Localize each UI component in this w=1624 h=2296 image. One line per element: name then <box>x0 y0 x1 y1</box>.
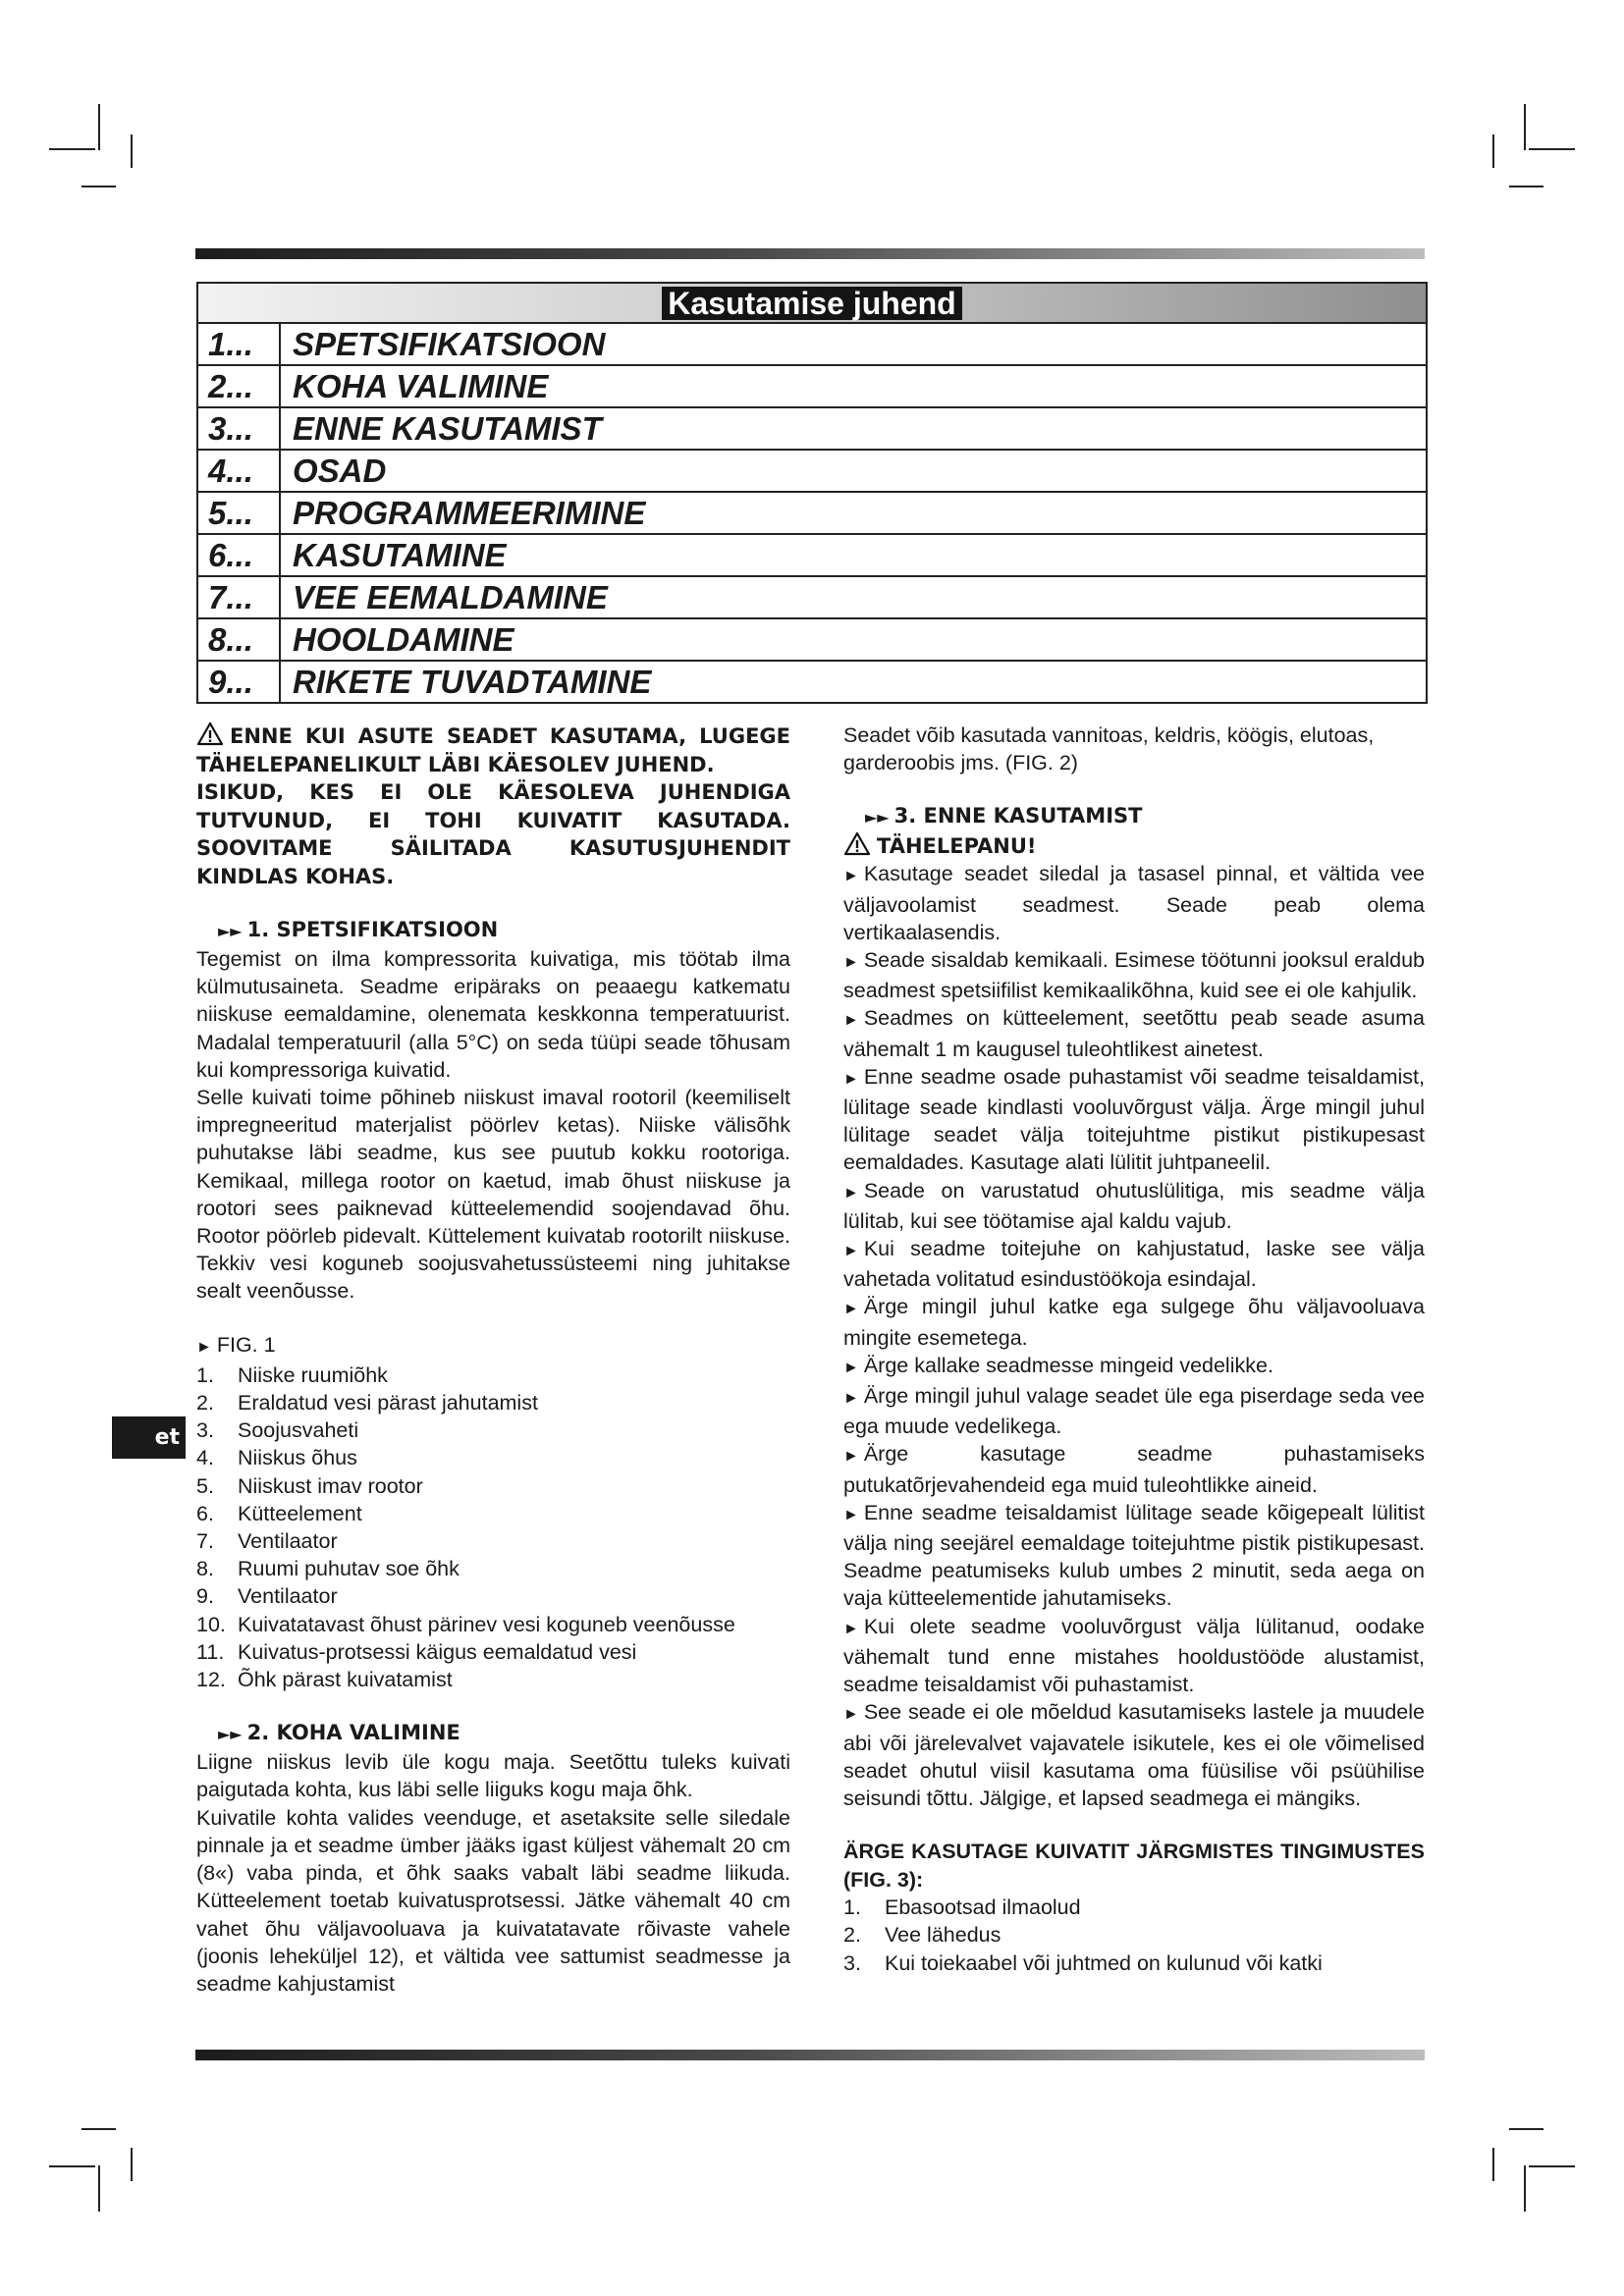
item-text: Ventilaator <box>238 1529 338 1554</box>
bullet-text: Ärge mingil juhul valage seadet üle ega piserdage seda vee ega muude vedelikega. <box>843 1384 1425 1439</box>
section-heading-text: 3. ENNE KASUTAMIST <box>893 804 1143 828</box>
list-item <box>196 1666 790 1693</box>
double-arrow-icon: ►► <box>218 1725 243 1744</box>
toc-num: 8... <box>198 619 281 660</box>
fig-label-text: FIG. 1 <box>216 1332 276 1357</box>
toc-row[interactable] <box>198 324 1426 366</box>
toc-row[interactable] <box>198 577 1426 619</box>
arrow-icon: ► <box>843 1012 859 1030</box>
item-number: 2. <box>843 1923 861 1948</box>
toc-num: 6... <box>198 535 281 575</box>
toc-num: 7... <box>198 577 281 617</box>
paragraph: Liigne niiskus levib üle kogu maja. Seetõttu tuleks kuivati paigutada kohta, kus läbi selle liiguks kogu maja õhk. <box>196 1750 790 1802</box>
bullet-text: Ärge mingil juhul katke ega sulgege õhu väljavooluava mingite esemetega. <box>843 1295 1425 1350</box>
warning-text-2: ISIKUD, KES EI OLE KÄESOLEVA JUHENDIGA TUTVUNUD, EI TOHI KUIVATIT KASUTADA. SOOVITAME SÄILITADA KASUTUSJUHENDIT KINDLAS KOHAS. <box>196 780 790 888</box>
item-number: 8. <box>196 1557 214 1581</box>
toc-title: OSAD <box>293 453 387 489</box>
list-item <box>196 1638 790 1666</box>
toc-row[interactable] <box>198 408 1426 451</box>
warning-icon <box>843 831 871 856</box>
spacer <box>196 1693 790 1719</box>
attention-text: TÄHELEPANU! <box>877 834 1037 859</box>
toc-title: SPETSIFIKATSIOON <box>293 326 606 362</box>
bullet-item <box>843 946 1425 1004</box>
item-number: 1. <box>196 1362 214 1387</box>
conditions-heading: ÄRGE KASUTAGE KUIVATIT JÄRGMISTES TINGIMUSTES (FIG. 3): <box>843 1840 1425 1892</box>
bullet-item <box>843 1352 1425 1382</box>
toc-title: PROGRAMMEERIMINE <box>293 495 646 531</box>
figure-legend <box>196 1362 790 1693</box>
list-item <box>196 1500 790 1527</box>
list-item <box>196 1582 790 1610</box>
bullet-text: Kui seadme toitejuhe on kahjustatud, laske see välja vahetada volitatud esindustöökoja esindajal. <box>843 1237 1425 1292</box>
bullet-item <box>843 1440 1425 1498</box>
bottom-bar <box>195 2050 1425 2060</box>
bullet-text: Kasutage seadet siledal ja tasasel pinnal, et vältida vee väljavoolamist seadmest. Seade peab olema vertikaalasendis. <box>843 862 1425 944</box>
conditions-list <box>843 1894 1425 1977</box>
bullet-item <box>843 1499 1425 1613</box>
item-number: 7. <box>196 1529 214 1554</box>
item-number: 6. <box>196 1501 214 1525</box>
spacer <box>196 890 790 916</box>
list-item <box>843 1949 1425 1977</box>
item-number: 3. <box>196 1418 214 1443</box>
warning-text: ENNE KUI ASUTE SEADET KASUTAMA, LUGEGE TÄHELEPANELIKULT LÄBI KÄESOLEV JUHEND. <box>196 724 790 776</box>
toc-row[interactable] <box>198 366 1426 408</box>
toc-row[interactable] <box>198 493 1426 535</box>
item-number: 12. <box>196 1668 226 1692</box>
toc-title: KASUTAMINE <box>293 537 507 573</box>
toc-num: 1... <box>198 324 281 364</box>
toc-num: 4... <box>198 451 281 491</box>
toc-title: VEE EEMALDAMINE <box>293 579 608 615</box>
toc-row[interactable] <box>198 619 1426 662</box>
arrow-icon: ► <box>843 1301 859 1318</box>
bullet-text: Seade on varustatud ohutuslülitiga, mis seadme välja lülitab, kui see töötamise ajal kaldu vajub. <box>843 1178 1425 1233</box>
list-item <box>196 1444 790 1471</box>
list-item <box>196 1527 790 1555</box>
warning-icon <box>196 721 224 746</box>
arrow-icon: ► <box>843 1359 859 1376</box>
double-arrow-icon: ►► <box>218 922 243 940</box>
toc-title: RIKETE TUVADTAMINE <box>293 664 652 700</box>
item-text: Kui toiekaabel või juhtmed on kulunud või katki <box>885 1950 1323 1975</box>
item-number: 10. <box>196 1612 226 1636</box>
left-column <box>196 721 790 1998</box>
toc-row[interactable] <box>198 535 1426 577</box>
fig-label <box>196 1331 790 1362</box>
section-heading-1 <box>196 916 790 945</box>
top-bar <box>195 248 1425 259</box>
bullet-item <box>843 1177 1425 1235</box>
paragraph: Kuivatile kohta valides veenduge, et asetaksite selle siledale pinnale ja et seadme ümber jääks igast küljest vähemalt 20 cm (8«) vaba pinda, et õhk saaks vabalt läbi seadme liikuda. Kütteelement toetab kuivatusprotsessi. Jätke vähemalt 40 cm vahet õhu väljavooluava ja kuivatatavate rõivaste vahele (joonis leheküljel 12), et vältida vee sattumist seadmesse ja seadme kahjustamist <box>196 1805 790 1996</box>
item-number: 9. <box>196 1584 214 1609</box>
toc-num: 5... <box>198 493 281 533</box>
bullet-item <box>843 1235 1425 1293</box>
section-heading-text: 2. KOHA VALIMINE <box>246 1721 460 1745</box>
section-heading-2 <box>196 1719 790 1748</box>
paragraph: Selle kuivati toime põhineb niiskust imaval rootoril (keemiliselt impregneeritud materjalist pöörlev ketas). Niiske välisõhk puhutakse läbi seadme, kus see puutub kokku rootoriga. Kemikaal, millega rootor on kaetud, imab õhust niiskuse ja rootori sees paiknevad kütteelemendid soojendavad õhu. Rootor pöörleb pidevalt. Küttelement kuivatab rootorilt niiskuse. Tekkiv vesi koguneb soojusvahetussüsteemi ning juhitakse sealt veenõusse. <box>196 1086 790 1304</box>
right-column <box>843 721 1425 1977</box>
bullet-item <box>843 860 1425 946</box>
toc-num: 9... <box>198 662 281 702</box>
bullet-item <box>843 1004 1425 1062</box>
bullet-text: Kui olete seadme vooluvõrgust välja lülitanud, oodake vähemalt tund enne mistahes hooldustööde alustamist, seadme teisaldamist või puhastamist. <box>843 1614 1425 1697</box>
toc-header-title: Kasutamise juhend <box>662 287 961 320</box>
spacer <box>843 1812 1425 1838</box>
item-text: Kuivatatavast õhust pärinev vesi koguneb veenõusse <box>238 1612 735 1636</box>
bullet-text: Ärge kallake seadmesse mingeid vedelikke. <box>863 1353 1273 1377</box>
arrow-icon: ► <box>843 1448 859 1466</box>
spacer <box>196 1306 790 1331</box>
arrow-icon: ► <box>843 1706 859 1724</box>
bullet-item <box>843 1382 1425 1440</box>
arrow-icon: ► <box>843 1620 859 1637</box>
item-text: Õhk pärast kuivatamist <box>238 1668 453 1692</box>
list-item <box>196 1389 790 1416</box>
toc-title: ENNE KASUTAMIST <box>293 410 602 447</box>
paragraph: Seadet võib kasutada vannitoas, keldris, köögis, elutoas, garderoobis jms. (FIG. 2) <box>843 723 1375 775</box>
arrow-icon: ► <box>843 1070 859 1088</box>
toc-row[interactable] <box>198 451 1426 493</box>
arrow-icon: ► <box>843 1243 859 1260</box>
item-text: Kütteelement <box>238 1501 362 1525</box>
item-text: Niiskust imav rootor <box>238 1473 423 1498</box>
arrow-icon: ► <box>843 954 859 972</box>
list-item <box>843 1921 1425 1949</box>
bullet-text: Enne seadme teisaldamist lülitage seade kõigepealt lülitist välja ning seejärel eemaldage toitejuhtme pistik pistikupesast. Seadme peatumiseks kulub umbes 2 minutit, seda aega on vaja kütteelementide jahutamiseks. <box>843 1500 1425 1611</box>
item-text: Soojusvaheti <box>238 1418 359 1443</box>
arrow-icon: ► <box>843 1184 859 1201</box>
arrow-icon: ► <box>843 868 859 885</box>
toc-num: 2... <box>198 366 281 406</box>
toc-title: HOOLDAMINE <box>293 621 514 658</box>
toc-header <box>198 284 1426 324</box>
list-item <box>196 1472 790 1500</box>
paragraph: Tegemist on ilma kompressorita kuivatiga, mis töötab ilma külmutusaineta. Seadme eripäraks on peaaegu katkematu niiskuse eemaldamine, olenemata keskkonna temperatuurist. Madalal temperatuuril (alla 5°C) on seda tüüpi seade tõhusam kui kompressoriga kuivatid. <box>196 947 790 1082</box>
bullet-text: Enne seadme osade puhastamist või seadme teisaldamist, lülitage seade kindlasti vooluvõrgust välja. Ärge mingil juhul lülitage seadet välja toitejuhtme pistikut pistikupesast eemaldades. Kasutage alati lülitit juhtpaneelil. <box>843 1064 1425 1175</box>
bullet-text: Seadmes on kütteelement, seetõttu peab seade asuma vähemalt 1 m kaugusel tuleohtlikest ainetest. <box>843 1006 1425 1061</box>
item-text: Kuivatus-protsessi käigus eemaldatud vesi <box>238 1639 637 1664</box>
item-text: Ruumi puhutav soe õhk <box>238 1557 460 1581</box>
language-tab: et <box>112 1416 186 1459</box>
item-number: 1. <box>843 1896 861 1920</box>
spacer <box>843 776 1425 802</box>
double-arrow-icon: ►► <box>865 808 890 828</box>
attention-heading <box>843 831 1425 860</box>
warning-block <box>196 721 790 778</box>
item-number: 11. <box>196 1639 225 1664</box>
bullet-text: See seade ei ole mõeldud kasutamiseks lastele ja muudele abi või järelevalvet vajavatele isikutele, kes ei ole võimelised seadet ohutul viisil kasutama oma füüsilise või psüühilise seisundi tõttu. Jälgige, et lapsed seadmega ei mängiks. <box>843 1700 1425 1810</box>
toc-num: 3... <box>198 408 281 449</box>
bullet-text: Seade sisaldab kemikaali. Esimese töötunni jooksul eraldub seadmest spetsiifilist kemikaalikõhna, kuid see ei ole kahjulik. <box>843 948 1425 1003</box>
list-item <box>196 1362 790 1389</box>
item-text: Niiskus õhus <box>238 1446 357 1470</box>
item-text: Vee lähedus <box>885 1923 1001 1948</box>
item-text: Ventilaator <box>238 1584 338 1609</box>
bullet-text: Ärge kasutage seadme puhastamiseks putukatõrjevahendeid ega muid tuleohtlikke aineid. <box>843 1442 1425 1497</box>
arrow-icon: ► <box>843 1390 859 1408</box>
bullet-item <box>843 1293 1425 1351</box>
item-text: Ebasootsad ilmaolud <box>885 1896 1081 1920</box>
bullet-item <box>843 1698 1425 1812</box>
item-text: Eraldatud vesi pärast jahutamist <box>238 1391 538 1415</box>
item-number: 2. <box>196 1391 214 1415</box>
section-heading-3 <box>843 802 1425 831</box>
item-number: 3. <box>843 1950 861 1975</box>
list-item <box>196 1611 790 1638</box>
list-item <box>843 1894 1425 1921</box>
arrow-icon: ► <box>196 1338 212 1356</box>
item-number: 5. <box>196 1473 214 1498</box>
toc-row[interactable] <box>198 662 1426 702</box>
list-item <box>196 1555 790 1582</box>
table-of-contents <box>196 282 1428 704</box>
item-number: 4. <box>196 1446 214 1470</box>
item-text: Niiske ruumiõhk <box>238 1362 388 1387</box>
toc-title: KOHA VALIMINE <box>293 368 549 404</box>
bullet-item <box>843 1063 1425 1177</box>
list-item <box>196 1416 790 1444</box>
arrow-icon: ► <box>843 1506 859 1523</box>
section-heading-text: 1. SPETSIFIKATSIOON <box>246 918 499 941</box>
bullet-item <box>843 1613 1425 1699</box>
